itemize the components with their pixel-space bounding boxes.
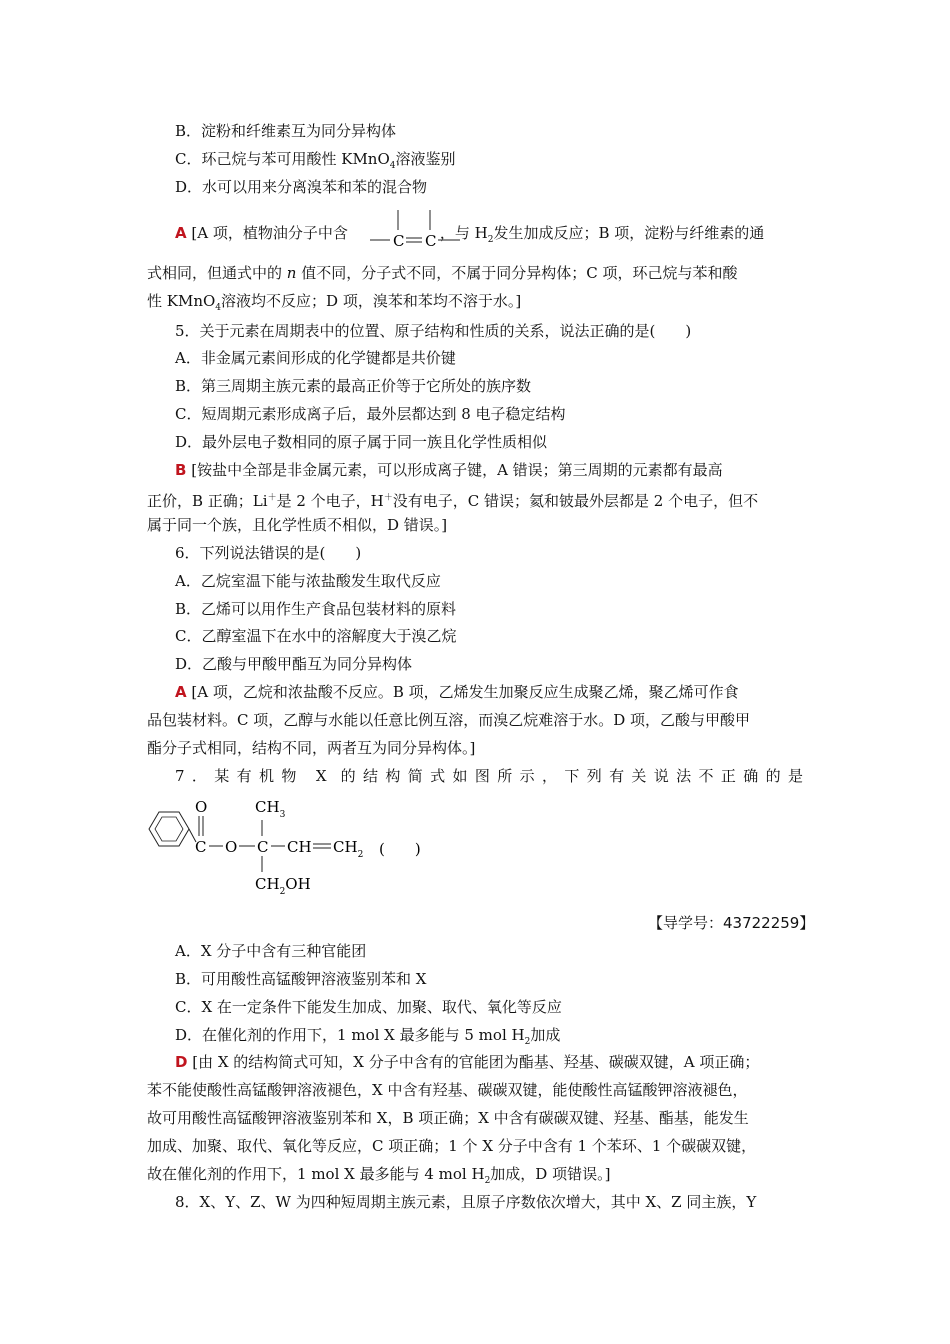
carbonyl-oxygen: O (195, 798, 208, 816)
q5-stem: 5．关于元素在周期表中的位置、原子结构和性质的关系，说法正确的是( ) (175, 322, 692, 340)
q6-option-a: A．乙烷室温下能与浓盐酸发生取代反应 (175, 572, 441, 590)
q7-explanation-line2: 苯不能使酸性高锰酸钾溶液褪色，X 中含有羟基、碳碳双键，能使酸性高锰酸钾溶液褪色， (147, 1081, 748, 1099)
q5-explanation-line3: 属于同一个族，且化学性质不相似，D 错误。] (147, 516, 448, 534)
q7-answer-blank: ( ) (379, 840, 421, 858)
q7-explanation-line3: 故可用酸性高锰酸钾溶液鉴别苯和 X，B 项正确；X 中含有碳碳双键、羟基、酯基，能发生 (147, 1109, 749, 1127)
q7-option-c: C．X 在一定条件下能发生加成、加聚、取代、氧化等反应 (175, 998, 562, 1016)
q7-option-d: D．在催化剂的作用下，1 mol X 最多能与 5 mol $H_2$加成 (175, 1026, 561, 1047)
q6-explanation-line2: 品包装材料。C 项，乙醇与水能以任意比例互溶，而溴乙烷难溶于水。D 项，乙酸与甲酸甲 (147, 711, 751, 729)
guide-number: 【导学号：43722259】 (648, 914, 815, 932)
methyl-group: $CH_3$ (255, 798, 286, 820)
quaternary-carbon: C (257, 838, 269, 856)
q4-explanation-line2: 式相同，但通式中的 n 值不同，分子式不同，不属于同分异构体；C 项，环己烷与苯和酸 (147, 264, 738, 282)
carbonyl-carbon: C (195, 838, 207, 856)
q4-explanation-line3: 性 KMnO$_4$溶液均不反应；D 项，溴苯和苯均不溶于水。] (147, 292, 522, 313)
q4-answer: A (175, 224, 187, 242)
q6-explanation-line1: A [A 项，乙烷和浓盐酸不反应。B 项，乙烯发生加聚反应生成聚乙烯，聚乙烯可作食 (175, 683, 739, 701)
q5-option-c: C．短周期元素形成离子后，最外层都达到 8 电子稳定结构 (175, 405, 566, 423)
q6-option-c: C．乙醇室温下在水中的溶解度大于溴乙烷 (175, 627, 457, 645)
hydroxymethyl-group: $CH_2OH$ (255, 875, 311, 897)
q5-option-a: A．非金属元素间形成的化学键都是共价键 (175, 349, 456, 367)
q5-option-d: D．最外层电子数相同的原子属于同一族且化学性质相似 (175, 433, 548, 451)
ester-oxygen: O (225, 838, 238, 856)
q6-option-d: D．乙酸与甲酸甲酯互为同分异构体 (175, 655, 413, 673)
q5-explanation-line1: B [铵盐中全部是非金属元素，可以形成离子键，A 错误；第三周期的元素都有最高 (175, 461, 723, 479)
q7-explanation-line1: D [由 X 的结构简式可知，X 分子中含有的官能团为酯基、羟基、碳碳双键，A 项正确； (175, 1053, 760, 1071)
bond-carbon-1: C (393, 232, 405, 250)
vinyl-ch: CH (287, 838, 312, 856)
q4-option-d: D．水可以用来分离溴苯和苯的混合物 (175, 178, 428, 196)
q6-answer: A (175, 683, 187, 701)
q7-option-a: A．X 分子中含有三种官能团 (175, 942, 367, 960)
q7-stem: 7．某有机物 X 的结构简式如图所示，下列有关说法不正确的是 (175, 767, 805, 785)
q8-stem: 8．X、Y、Z、W 为四种短周期主族元素，且原子序数依次增大，其中 X、Z 同主族，Y (175, 1193, 757, 1211)
q6-stem: 6．下列说法错误的是( ) (175, 544, 362, 562)
double-bond-diagram (368, 208, 464, 250)
vinyl-ch2: $CH_2$ (333, 838, 364, 860)
q5-explanation-line2: 正价，B 正确；Li＋是 2 个电子，H＋没有电子，C 错误；氦和铍最外层都是 2 个电子，但不 (147, 492, 759, 510)
q6-explanation-line3: 酯分子式相同，结构不同，两者互为同分异构体。] (147, 739, 476, 757)
q7-option-b: B．可用酸性高锰酸钾溶液鉴别苯和 X (175, 970, 427, 988)
q6-option-b: B．乙烯可以用作生产食品包装材料的原料 (175, 600, 457, 618)
bond-carbon-2: C (425, 232, 437, 250)
q5-option-b: B．第三周期主族元素的最高正价等于它所处的族序数 (175, 377, 532, 395)
q7-structure-diagram (143, 796, 443, 900)
q4-option-c: C．环己烷与苯可用酸性 KMnO$_4$溶液鉴别 (175, 150, 456, 171)
q4-explanation-line1: A [A 项，植物油分子中含 ，与 $H_2$发生加成反应；B 项，淀粉与纤维素的通 (175, 224, 765, 245)
q7-answer: D (175, 1053, 188, 1071)
q7-explanation-line5: 故在催化剂的作用下，1 mol X 最多能与 4 mol $H_2$加成，D 项错误。] (147, 1165, 611, 1186)
q7-explanation-line4: 加成、加聚、取代、氧化等反应，C 项正确；1 个 X 分子中含有 1 个苯环、1 个碳碳双键， (147, 1137, 757, 1155)
q4-option-b: B．淀粉和纤维素互为同分异构体 (175, 122, 397, 140)
q5-answer: B (175, 461, 187, 479)
